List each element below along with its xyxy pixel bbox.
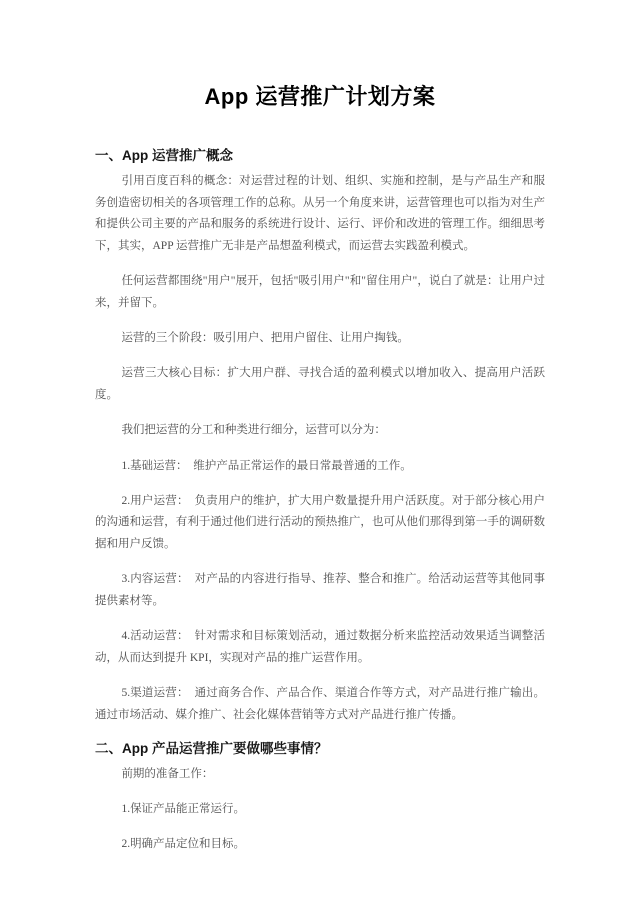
list-item-basic-operations: 1.基础运营： 维护产品正常运作的最日常最普通的工作。 xyxy=(121,459,412,472)
paragraph: 引用百度百科的概念：对运营过程的计划、组织、实施和控制，是与产品生产和服务创造密切相关的各项管理工作的总称。从另一个角度来讲，运营管理也可以指为对生产和提供公司主要的产品和服务的系统进行设计、运行、评价和改进的管理工作。细细思考下，其实，APP 运营推广无非是产品想盈利模式，而运营去实践盈利模式。 xyxy=(95,175,545,253)
list-item-user-operations: 2.用户运营： 负责用户的维护，扩大用户数量提升用户活跃度。对于部分核心用户的沟通和运营，有利于通过他们进行活动的预热推广，也可从他们那得到第一手的调研数据和用户反馈。 xyxy=(95,494,545,551)
section-operations-concept xyxy=(95,147,545,727)
paragraph: 任何运营都围绕"用户"展开，包括"吸引用户"和"留住用户"，说白了就是：让用户过来，并留下。 xyxy=(95,275,545,310)
list-item-ensure-product-runs: 1.保证产品能正常运行。 xyxy=(121,803,246,816)
section-heading-1: 一、App 运营推广概念 xyxy=(95,148,233,163)
paragraph: 前期的准备工作： xyxy=(121,768,214,781)
paragraph: 运营的三个阶段：吸引用户、把用户留住、让用户掏钱。 xyxy=(121,332,409,345)
paragraph: 我们把运营的分工和种类进行细分，运营可以分为： xyxy=(121,424,386,437)
list-item-content-operations: 3.内容运营： 对产品的内容进行指导、推荐、整合和推广。给活动运营等其他同事提供素材等。 xyxy=(95,573,545,608)
section-promotion-tasks xyxy=(95,740,545,856)
document-title: App 运营推广计划方案 xyxy=(204,84,436,109)
list-item-define-positioning: 2.明确产品定位和目标。 xyxy=(121,838,246,851)
list-item-channel-operations: 5.渠道运营： 通过商务合作、产品合作、渠道合作等方式，对产品进行推广输出。通过市场活动、媒介推广、社会化媒体营销等方式对产品进行推广传播。 xyxy=(95,687,545,721)
list-item-activity-operations: 4.活动运营： 针对需求和目标策划活动，通过数据分析来监控活动效果适当调整活动，从而达到提升 KPI，实现对产品的推广运营作用。 xyxy=(95,630,545,664)
paragraph: 运营三大核心目标：扩大用户群、寻找合适的盈利模式以增加收入、提高用户活跃度。 xyxy=(95,367,545,402)
section-heading-2: 二、App 产品运营推广要做哪些事情？ xyxy=(95,741,328,757)
